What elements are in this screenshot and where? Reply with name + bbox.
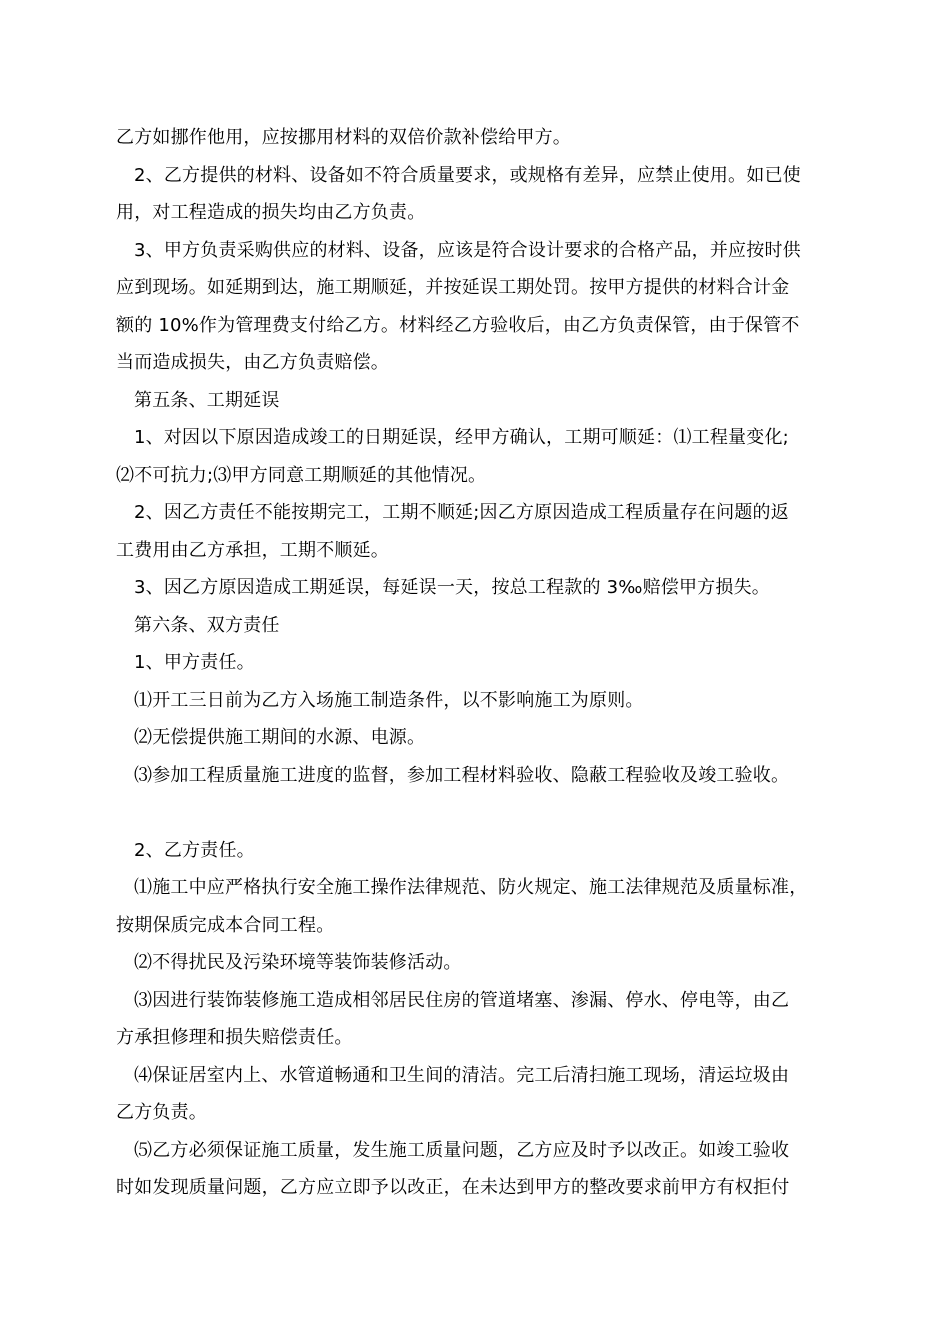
text-line: 1、甲方责任。 [134,652,255,673]
text-line: ⑵不得扰民及污染环境等装饰装修活动。 [134,952,462,973]
text-line: 3、因乙方原因造成工期延误，每延误一天，按总工程款的 3‰赔偿甲方损失。 [134,577,770,598]
text-line: 1、对因以下原因造成竣工的日期延误，经甲方确认，工期可顺延：⑴工程量变化; [134,427,789,448]
section-heading: 第五条、工期延误 [134,389,280,411]
text-line: ⑶因进行装饰装修施工造成相邻居民住房的管道堵塞、渗漏、停水、停电等，由乙 [134,989,790,1011]
text-line: 时如发现质量问题，乙方应立即予以改正，在未达到甲方的整改要求前甲方有权拒付 [116,1177,790,1198]
section-heading: 第六条、双方责任 [134,614,280,636]
text-line: ⑸乙方必须保证施工质量，发生施工质量问题，乙方应及时予以改正。如竣工验收 [134,1139,790,1161]
text-line: 额的 10%作为管理费支付给乙方。材料经乙方验收后，由乙方负责保管，由于保管不 [116,314,800,336]
text-line: ⑶参加工程质量施工进度的监督，参加工程材料验收、隐蔽工程验收及竣工验收。 [134,764,790,786]
text-line: 方承担修理和损失赔偿责任。 [116,1027,353,1048]
text-line: ⑵无偿提供施工期间的水源、电源。 [134,727,426,748]
contract-text [116,119,836,1207]
text-line: 乙方如挪作他用，应按挪用材料的双倍价款补偿给甲方。 [116,127,571,148]
text-line: 用，对工程造成的损失均由乙方负责。 [116,202,426,223]
paragraph-gap [116,794,836,832]
text-line: ⑵不可抗力;⑶甲方同意工期顺延的其他情况。 [116,464,487,486]
text-line: 2、乙方提供的材料、设备如不符合质量要求，或规格有差异，应禁止使用。如已使 [134,164,801,186]
text-line: 应到现场。如延期到达，施工期顺延，并按延误工期处罚。按甲方提供的材料合计金 [116,277,790,298]
text-line: 工费用由乙方承担，工期不顺延。 [116,539,389,561]
text-line: 3、甲方负责采购供应的材料、设备，应该是符合设计要求的合格产品，并应按时供 [134,239,801,261]
text-line: 乙方负责。 [116,1102,207,1123]
text-line: ⑴开工三日前为乙方入场施工制造条件，以不影响施工为原则。 [134,689,644,711]
text-line: 当而造成损失，由乙方负责赔偿。 [116,352,389,373]
text-line: 2、因乙方责任不能按期完工，工期不顺延;因乙方原因造成工程质量存在问题的返 [134,502,789,523]
text-line: 按期保质完成本合同工程。 [116,914,335,936]
text-line: 2、乙方责任。 [134,839,255,861]
text-line: ⑴施工中应严格执行安全施工操作法律规范、防火规定、施工法律规范及质量标准， [134,877,808,898]
text-line: ⑷保证居室内上、水管道畅通和卫生间的清洁。完工后清扫施工现场，清运垃圾由 [134,1064,790,1086]
